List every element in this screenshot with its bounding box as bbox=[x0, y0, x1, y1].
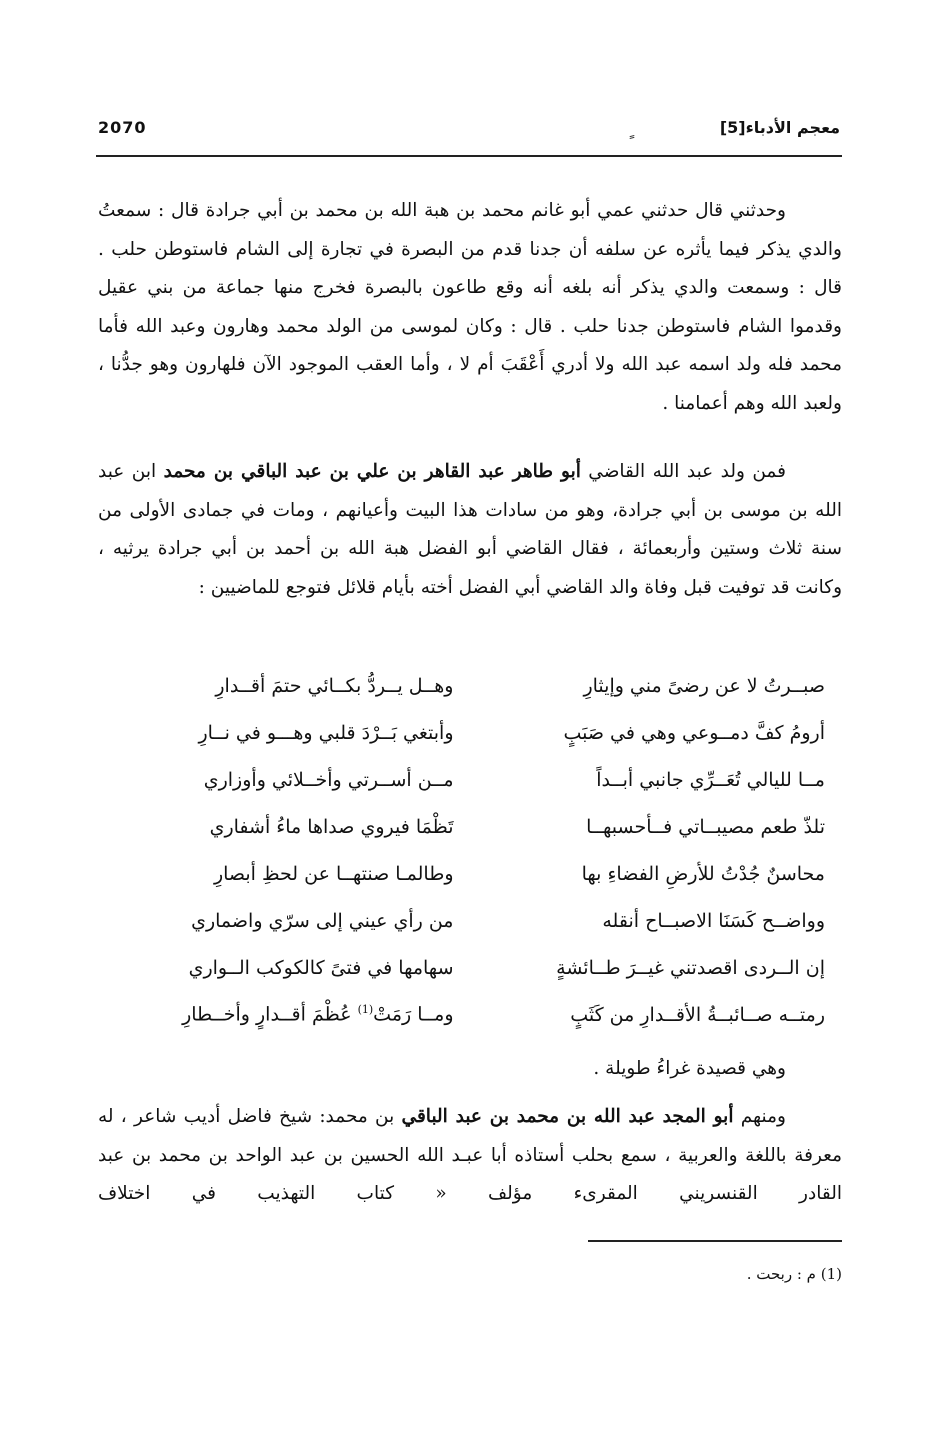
poem-verse bbox=[125, 944, 825, 991]
paragraph-1-text: وحدثني قال حدثني عمي أبو غانم محمد بن هبة الله بن محمد بن أبي جرادة قال : سمعتُ والدي يذكر فيما يأثره عن سلفه أن جدنا قدم من البصرة في تجارة إلى الشام فاستوطن حلب . قال : وسمعت والدي يذكر أنه بلغه أنه وقع طاعون بالبصرة فخرج منها جماعة من بني عقيل وقدموا الشام فاستوطن جدنا حلب . قال : وكان لموسى من الولد محمد وهارون وعبد الله فأما محمد فله ولد اسمه عبد الله ولا أدري أَعْقَبَ أم لا ، وأما العقب الموجود الآن فلهارون وهو جدُّنا ، ولعبد الله وهم أعمامنا . bbox=[98, 200, 842, 414]
verse-first-hemistich: إن الــردى اقصدتني غيــرَ طــائشةٍ bbox=[556, 956, 825, 979]
paragraph-2 bbox=[98, 453, 842, 607]
verse-second-hemistich: تَظْمَا فيروي صداها ماءُ أشفاري bbox=[209, 815, 454, 838]
footnote-number: (1) bbox=[820, 1265, 842, 1283]
poem-verse bbox=[125, 756, 825, 803]
poem-verse bbox=[125, 662, 825, 709]
paragraph-2-name: أبو طاهر عبد القاهر بن علي بن عبد الباقي بن محمد bbox=[163, 461, 581, 482]
verse-first-hemistich: أرومُ كفَّ دمــوعي وهي في صَبَبٍ bbox=[563, 721, 825, 744]
poem-verse bbox=[125, 709, 825, 756]
verse-first-hemistich: مــا لليالي تُعَــرِّي جانبي أبــداً bbox=[596, 768, 825, 791]
poem-verse bbox=[125, 991, 825, 1038]
verse-second-hemistich: وأبتغي بَــرْدَ قلبي وهـــو في نــارِ bbox=[198, 721, 454, 744]
paragraph-4-intro: ومنهم bbox=[740, 1106, 786, 1127]
verse-second-hemistich: من رأي عيني إلى سرّي واضماري bbox=[191, 909, 454, 932]
verse-first-hemistich: محاسنٌ جُدْتُ للأرضِ الفضاءِ بها bbox=[581, 862, 825, 885]
paragraph-2-rest: ابن عبد الله بن موسى بن أبي جرادة، وهو من سادات هذا البيت وأعيانهم ، ومات في جمادى الأولى من سنة ثلاث وستين وأربعمائة ، فقال القاضي أبو الفضل هبة الله بن أحمد بن أبي جرادة يرثيه ، وكانت قد توفيت قبل وفاة والد القاضي أبي الفضل أخته بأيام قلائل فتوجع للماضيين : bbox=[98, 461, 842, 598]
book-title: معجم الأدباء[5] bbox=[719, 118, 840, 137]
verse-second-hemistich-start: ومــا رَمَتْ bbox=[373, 1003, 454, 1026]
paragraph-4-text bbox=[98, 1098, 842, 1214]
verse-second-hemistich bbox=[125, 1003, 454, 1025]
verse-first-hemistich: رمتــه صــائبــةُ الأقــدارِ من كَثَبٍ bbox=[570, 1003, 825, 1026]
footnote-text: م : ربحت . bbox=[746, 1265, 821, 1283]
verse-second-hemistich: مــن أســرتي وأخــلائي وأوزاري bbox=[203, 768, 454, 791]
paragraph-2-text bbox=[98, 453, 842, 607]
paragraph-4-rest: بن محمد: شيخ فاضل أديب شاعر ، له معرفة باللغة والعربية ، سمع بحلب أستاذه أبا عبـد الله الحسين بن عبد الواحد بن محمد بن عبد القادر القنسريني المقرىء مؤلف « كتاب التهذيب في اختلاف bbox=[98, 1106, 842, 1204]
paragraph-3 bbox=[98, 1050, 842, 1089]
footnote bbox=[747, 1265, 842, 1283]
page-header bbox=[98, 118, 840, 152]
verse-first-hemistich: تلذّ طعم مصيبــاتي فــأحسبهــا bbox=[586, 815, 825, 838]
poem-verse bbox=[125, 850, 825, 897]
paragraph-4 bbox=[98, 1098, 842, 1214]
footnote-divider bbox=[588, 1240, 842, 1242]
poem-verse bbox=[125, 897, 825, 944]
paragraph-4-name: أبو المجد عبد الله بن محمد بن عبد الباقي bbox=[401, 1106, 734, 1127]
verse-second-hemistich: سهامها في فتىً كالكوكب الــواري bbox=[188, 956, 454, 979]
verse-first-hemistich: صبــرتُ لا عن رضىً مني وإيثارِ bbox=[583, 674, 825, 697]
paragraph-3-text: وهي قصيدة غراءُ طويلة . bbox=[593, 1058, 786, 1079]
poem-verse bbox=[125, 803, 825, 850]
paragraph-1 bbox=[98, 192, 842, 423]
header-divider bbox=[96, 155, 842, 157]
verse-first-hemistich: وواضــح كَسَنَا الاصبــاح أنقله bbox=[602, 909, 825, 932]
footnote-reference[interactable]: (1) bbox=[357, 1003, 374, 1017]
verse-second-hemistich: وهــل يــردُّ بكــائي حتمَ أقــدارِ bbox=[215, 674, 454, 697]
verse-second-hemistich: وطالمـا صنتهــا عن لحظِ أبصارِ bbox=[213, 862, 454, 885]
verse-second-hemistich-end: عُظْمَ أقــدارٍ وأخــطارِ bbox=[182, 1003, 358, 1026]
page-number: 2070 bbox=[98, 118, 147, 137]
paragraph-2-intro: فمن ولد عبد الله القاضي bbox=[588, 461, 786, 482]
poem bbox=[125, 662, 825, 1038]
